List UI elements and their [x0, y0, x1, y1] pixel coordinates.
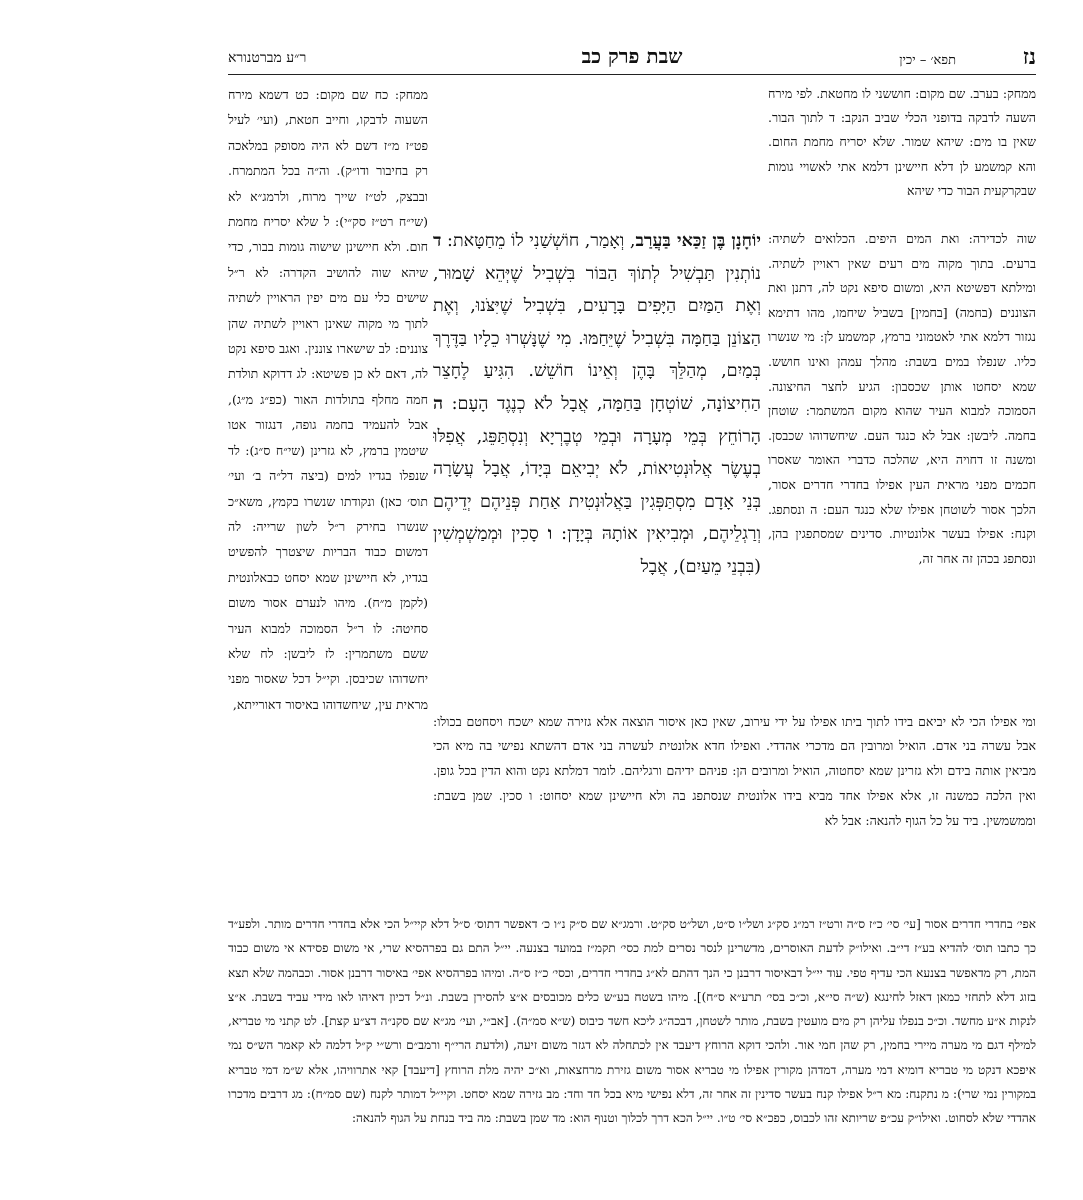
bartenura-commentary-bottom — [433, 697, 1036, 897]
mishna-letter-v: ו — [547, 524, 553, 545]
mishna-segment: נוֹתְנִין תַּבְשִׁיל לְתוֹךְ הַבּוֹר בִּשְׁבִיל שֶׁיְּהֵא שָׁמוּר, וְאֶת הַמַּיִם הַיָּפִים בָּרָעִים, בִּשְׁבִיל שֶׁיִּצֹּנוּ, וְאֶת הַצּוֹנֵן בַּחַמָּה בִּשְׁבִיל שֶׁיֵּחַמּוּ. מִי שֶׁנָּשְׁרוּ כֵלָיו בַּדֶּרֶךְ בְּמַיִם, מְהַלֵּךְ בָּהֶן וְאֵינוֹ חוֹשֵׁשׁ. הִגִּיעַ לֶחָצֵר הַחִיצוֹנָה, שׁוֹטְחָן בַּחַמָּה, אֲבָל לֹא כְנֶגֶד הָעָם — [433, 263, 761, 414]
mishna-letter-d: ד — [433, 231, 442, 251]
mishna-segment: סָכִין וּמְמַשְׁמְשִׁין (בִּבְנֵי מֵעַיִם), אֲבָל — [433, 524, 761, 577]
commentary-text: שוה לכדירה: ואת המים היפים. הכלואים לשתיה: ברעים. בתוך מקוה מים רעים שאין ראויין לשתיה. ומילתא דפשיטא היא, ומשום סיפא נקט לה, דתנן ואת הצוננים (בחמה) [בחמין] בשביל שיחמו, מהו דתימא נגזור דלמא אתי לאטמוני ברמץ, קמשמע לן: מי שנשרו כליו. שנפלו במים בשבת: מהלך עמהן ואינו חושש. שמא יסחטו אותן שכסבון: הגיע לחצר החיצונה. הסמוכה למבוא העיר שהוא מקום המשתמר: שוטחן בחמה. ליבשן: אבל לא כנגד העם. שיחשדוהו שכבסן. ומשנה זו דחויה היא, שהלכה כדברי האומר שאסרו חכמים מפני מראית העין אפילו בחדרי חדרים אסור, הלכך אסור לשוטחן אפילו שלא כנגד העם: ה ונסתפג. וקנח: אפילו בעשר אלונטיות. סדינים שמסתפגין בהן, ונסתפג בכהן זה אחר זה, — [768, 231, 1036, 566]
bartenura-commentary-side — [768, 227, 1036, 697]
commentary-text: ממחק: בערב. שם מקום: חוששני לו מחטאת. לפי מירח השעה לדבקה בדופני הכלי שביב הנקב: ד לתוך הבור. שאין בו מים: שיהא שמור. שלא יסריח מחמת החום. והא קמשמע לן דלא חיישינן דלמא אתי לאשויי גומות שבקרקעית הבור כדי שיהא — [768, 86, 1036, 198]
commentary-text: ומי אפילו הכי לא יביאם בידו לתוך ביתו אפילו על ידי עירוב, שאין כאן איסור הוצאה אלא גזירה שמא ישכח ויסחטם בכולו: אבל עשרה בני אדם. הואיל ומרובין הם מדכרי אהדדי. ואפילו חדא אלונטית לעשרה בני אדם דהשתא נפישי בה מיא הכי מביאין אותה בידם ולא גזרינן שמא יסחטוה, הואיל ומרובים הן: פניהם ידיהם ורגליהם. לומר דמלתא נקט והוא הדין בכל גופן. ואין הלכה כמשנה זו, אלא אפילו אחד מביא בידו אלונטית שנסתפג בה ולא חיישינן שמא יסחוט: ו סכין. שמן בשבת: וממשמשין. ביד על כל הגוף להנאה: אבל לא — [433, 713, 1036, 828]
mishna-text: יוֹחָנָן בֶּן זַכַּאי בַּעֲרַב, וְאָמַר, חוֹשְׁשַׁנִי לוֹ מֵחַטָּאת: ד נוֹתְנִין תַּבְשִׁיל לְתוֹךְ הַבּוֹר בִּשְׁבִיל שֶׁיְּהֵא שָׁמוּר, וְאֶת הַמַּיִם הַיָּפִים בָּרָעִים, בִּשְׁבִיל שֶׁיִּצֹּנוּ, וְאֶת הַצּוֹנֵן בַּחַמָּה בִּשְׁבִיל שֶׁיֵּחַמּוּ. מִי שֶׁנָּשְׁרוּ כֵלָיו בַּדֶּרֶךְ בְּמַיִם, מְהַלֵּךְ בָּהֶן וְאֵינוֹ חוֹשֵׁשׁ. הִגִּיעַ לֶחָצֵר הַחִיצוֹנָה, שׁוֹטְחָן בַּחַמָּה, אֲבָל לֹא כְנֶגֶד הָעָם: ה הָרוֹחֵץ בְּמֵי מְעָרָה וּבְמֵי טְבֶרְיָא וְנִסְתַּפֵּג, אֲפִלּוּ בְעֶשֶׂר אֲלוּנְטִיאוֹת, לֹא יְבִיאֵם בְּיָדוֹ, אֲבָל עֲשָׂרָה בְּנֵי אָדָם מִסְתַּפְּגִין בַּאֲלוּנְטִית אַחַת פְּנֵיהֶם יְדֵיהֶם וְרַגְלֵיהֶם, וּמְבִיאִין אוֹתָהּ בְּיָדָן: ו סָכִין וּמְמַשְׁמְשִׁין (בִּבְנֵי מֵעַיִם), אֲבָל — [433, 231, 761, 577]
bartenura-commentary-top — [768, 82, 1036, 227]
mishna-letter-h: ה — [433, 393, 444, 414]
mishna-segment: וְאָמַר, חוֹשְׁשַׁנִי לוֹ מֵחַטָּאת — [452, 231, 625, 251]
mishna-segment: הָרוֹחֵץ בְּמֵי מְעָרָה וּבְמֵי טְבֶרְיָא וְנִסְתַּפֵּג, אֲפִלּוּ בְעֶשֶׂר אֲלוּנְטִיאוֹת, לֹא יְבִיאֵם בְּיָדוֹ, אֲבָל עֲשָׂרָה בְּנֵי אָדָם מִסְתַּפְּגִין בַּאֲלוּנְטִית אַחַת פְּנֵיהֶם יְדֵיהֶם וְרַגְלֵיהֶם, וּמְבִיאִין אוֹתָהּ בְּיָדָן — [433, 426, 761, 545]
siman-range: תפא׳ – יכין — [899, 53, 956, 68]
tiferet-yisrael-commentary — [228, 82, 428, 890]
commentary-text: ממחק: כח שם מקום: כט דשמא מירח השעוה לדבקו, וחייב חטאת, (ועי׳ לעיל פט״ז מ״ז דשם לא היה מסופק במלאכה רק בחיבור ודו״ק). וה״ה בכל המתמרח. ובבצק, לט״ז שייך מרוח, ולרמג״א לא (שי״ח רט״ז סק״י): ל שלא יסריח מחמת חום. ולא חיישינן שישוה גומות בבור, כדי שיהא שוה להושיב הקדרה: לא ר״ל שישים כלי עם מים יפין הראויין לשתיה לתוך מי מקוה שאינן ראויין לשתיה שהן צוננים: לב שישארו צוננין. ואגב סיפא נקט לה, דאם לא כן פשיטא: לג דדוקא תולדת חמה מחלף בתולדות האור (כפ״ג מ״ג), אבל להעמיד בחמה גופה, דנגזור אטו שיטמין ברמץ, לא גזרינן (שי״ח ס״ג): לד שנפלו בגדיו למים (ביצה דל״ה ב׳ ועי׳ תוס׳ כאן) ונקודתו שנשרו בקמץ, משא״כ שנשרו בחירק ר״ל לשון שרייה: לה דמשום כבוד הבריות שיצטרך להפשיט בגדיו, לא חיישינן שמא יסחט כבאלונטית (לקמן מ״ח). מיהו לנערם אסור משום סחיטה: לו ר״ל הסמוכה למבוא העיר ששם משתמרין: לז ליבשן: לח שלא יחשדוהו שכיבסן. וקי״ל דכל שאסור מפני מראית עין, שיחשדוהו באיסור דאורייתא, — [228, 87, 428, 712]
header-rule — [228, 74, 1036, 75]
tiferet-yisrael-notes — [228, 900, 1036, 1145]
commentator-name: ר״ע מברטנורא — [228, 50, 307, 66]
page-header — [228, 44, 1036, 74]
notes-text: אפי׳ בחדרי חדרים אסור [עי׳ סי׳ כ״ז ס״ה ורט״ז רמ״ג סק״ג ושל״ו ס״ט, ושל״ט סק״ט. ורמג״א שם ס״ק נ״ו כ׳ דאפשר דתוס׳ ס״ל דלא קיי״ל הכי אלא בחדרי חדרים מותר. ולפע״ד כך כתבו תוס׳ להדיא בע״ז די״ב. ואילו״ק לדעת האוסרים, מדשרינן לנסר נסרים למת כסי׳ תקמ״ז במועד בצנעה. יי״ל התם גם בפרהסיא שרי, אי משום פסידא אי משום כבוד המת, רק מדאפשר בצנעא הכי עדיף טפי. עוד יי״ל דבאיסור דרבנן כי הנך דהתם לא״ג בחדרי חדרים, וכסי׳ כ״ז ס״ה. ומיהו בפרהסיא אפי׳ באיסור דרבנן אסור. וכבהמה שלא תצא בזוג דלא לתחזי כמאן דאזל לחינגא (ש״ה סי״א, וכ״כ בסי׳ תרע״א ס״ח)]. מיהו בשטח בע״ש כלים מכובסים א״צ להסירן בשבת. ונ״ל דכיון דאיהו לאו מידי עביד בשבת. א״צ לנקות א״ע מחשד. וכ״כ בנפלו עליהן רק מים מועטין בשבת, מותר לשטחן, דבכה״ג ליכא חשד כיבוס (ש״א סמ״ה). [אב״י, ועי׳ מג״א שם סקנ״ה דצ״ע קצת]. לט קתני מי טבריא, למילף דגם מי מערה מיירי בחמין, רק שהן חמי אור. ולהכי דוקא הרוחץ דיעבד אין לכתחלה לא דגזר משום זיעה, (ולדעת הרי״ף ורמב״ם ורש״י ק״ל דלמה לא קאמר הש״ס נמי איפכא דנקט מי טבריא דומיא דמי מערה, דמדהן מקורין אפילו מי טבריא אסור משום גזירת מרחצאות, וא״כ יהיה מלת הרוחץ [דיעבד] קאי אתרוויהו, אלא ש״מ דמי טבריא במקורין נמי שרי): מ נתקנח: מא ר״ל אפילו קנח בעשר סדינין זה אחר זה, דלא נפישי מיא בכל חד וחד: מב גזירה שמא יסחט. וקיי״ל דמותר לקנח (שם סמ״ח): מג דרבים מדכרו אהדדי שלא לסחוט. ואילו״ק עכ״פ שריותא זהו לכבוס, כפכ״א סי׳ ט״ו. יי״ל הכא דרך לכלוך וטנוף הוא: מד שמן בשבת: מה ביד בנחת על הגוף להנאה: — [228, 917, 1036, 1126]
page-number: נז — [1022, 44, 1036, 70]
chapter-title: שבת פרק כב — [581, 44, 683, 68]
mishna-opening: יוֹחָנָן בֶּן זַכַּאי בַּעֲרַב — [635, 231, 761, 251]
